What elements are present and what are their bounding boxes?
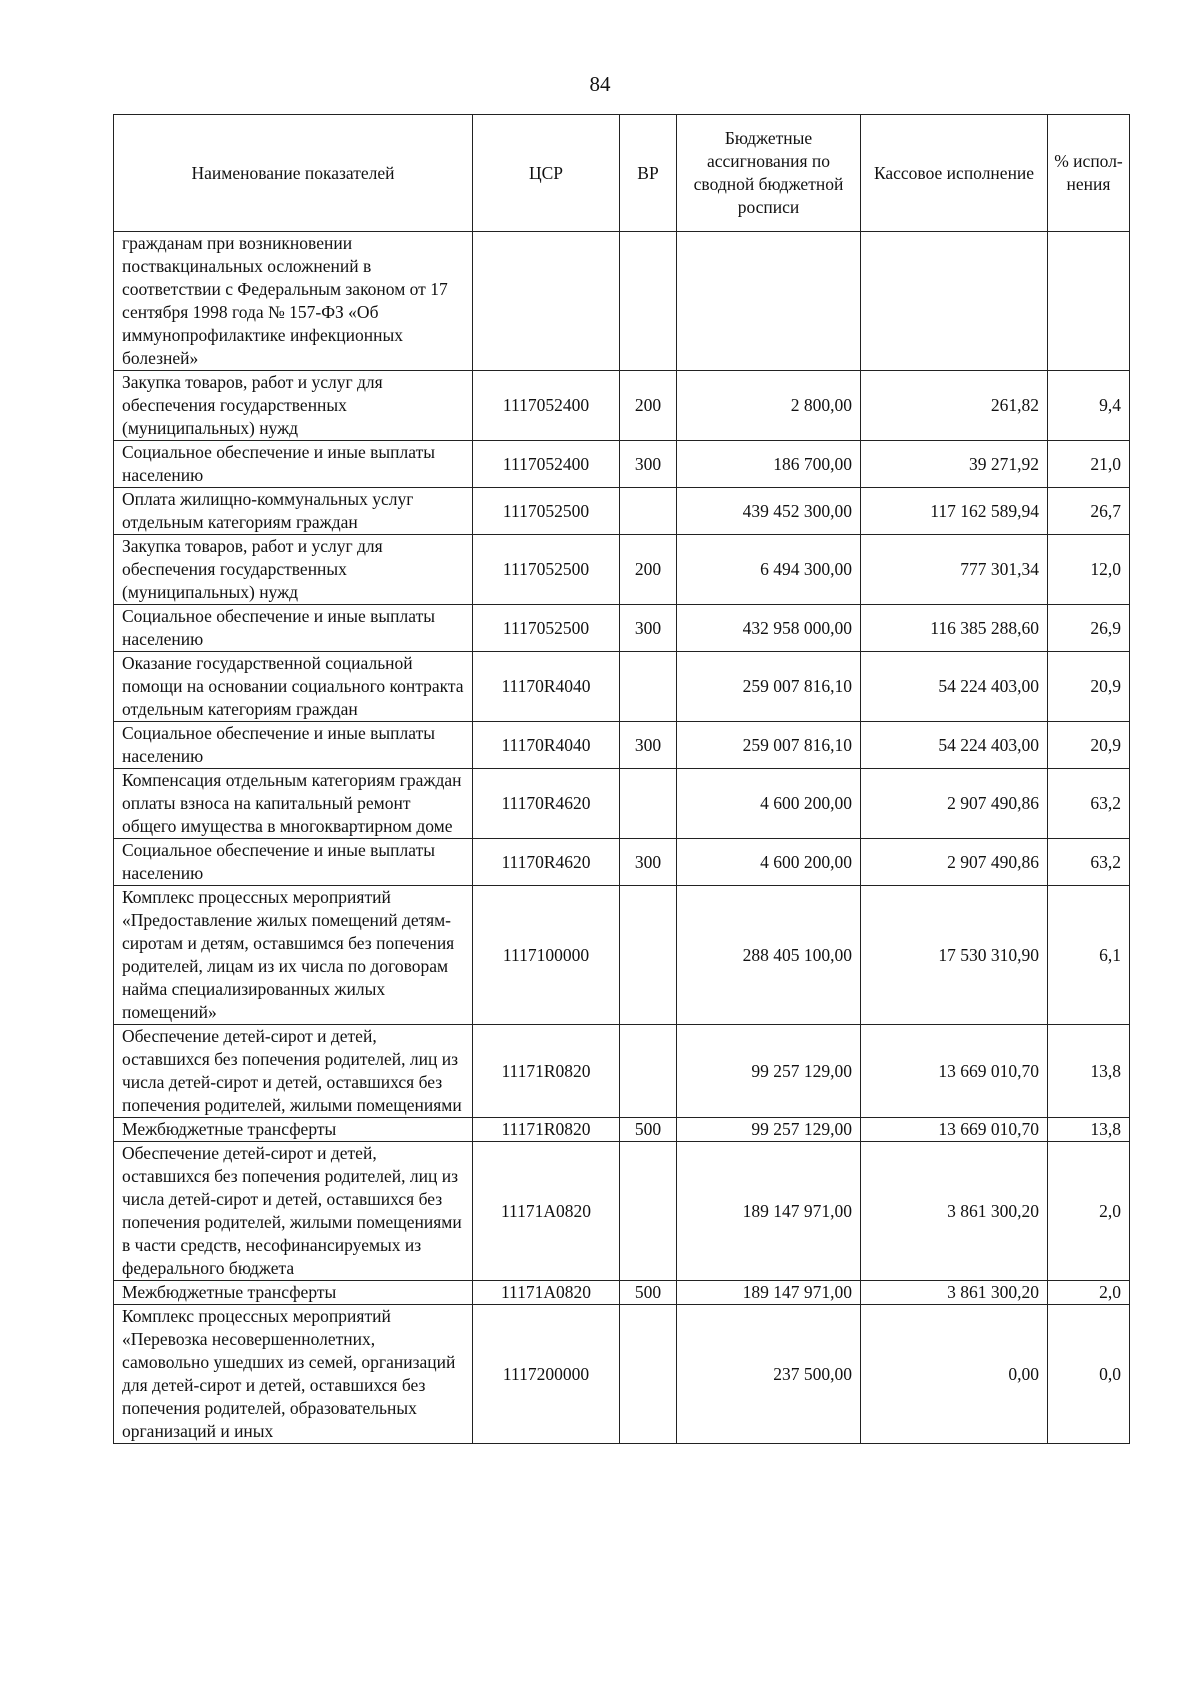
header-csr: ЦСР bbox=[473, 115, 620, 232]
row-execution: 54 224 403,00 bbox=[861, 652, 1048, 722]
row-name: Закупка товаров, работ и услуг для обеспечения государственных (муниципальных) нужд bbox=[114, 371, 473, 441]
row-csr: 1117052500 bbox=[473, 535, 620, 605]
row-appropriations: 237 500,00 bbox=[677, 1305, 861, 1444]
row-vr: 300 bbox=[620, 722, 677, 769]
row-execution: 3 861 300,20 bbox=[861, 1142, 1048, 1281]
table-row bbox=[114, 535, 1130, 605]
row-execution: 0,00 bbox=[861, 1305, 1048, 1444]
table-row bbox=[114, 371, 1130, 441]
row-name: Социальное обеспечение и иные выплаты населению bbox=[114, 605, 473, 652]
row-vr bbox=[620, 886, 677, 1025]
row-csr: 11171A0820 bbox=[473, 1281, 620, 1305]
row-csr bbox=[473, 232, 620, 371]
row-percent: 20,9 bbox=[1048, 722, 1130, 769]
row-percent: 13,8 bbox=[1048, 1025, 1130, 1118]
table-row bbox=[114, 232, 1130, 371]
row-name: Компенсация отдельным категориям граждан оплаты взноса на капитальный ремонт общего имущества в многоквартирном доме bbox=[114, 769, 473, 839]
row-execution: 13 669 010,70 bbox=[861, 1025, 1048, 1118]
row-csr: 11170R4040 bbox=[473, 652, 620, 722]
row-name: Закупка товаров, работ и услуг для обеспечения государственных (муниципальных) нужд bbox=[114, 535, 473, 605]
row-name: Комплекс процессных мероприятий «Предоставление жилых помещений детям-сиротам и детям, оставшимся без попечения родителей, лицам из их числа по договорам найма специализированных жилых помещений» bbox=[114, 886, 473, 1025]
table-row bbox=[114, 1142, 1130, 1281]
row-percent: 2,0 bbox=[1048, 1142, 1130, 1281]
row-csr: 11170R4620 bbox=[473, 769, 620, 839]
row-csr: 11170R4620 bbox=[473, 839, 620, 886]
table-row bbox=[114, 1118, 1130, 1142]
table-row bbox=[114, 488, 1130, 535]
row-execution bbox=[861, 232, 1048, 371]
row-execution: 39 271,92 bbox=[861, 441, 1048, 488]
row-name: Социальное обеспечение и иные выплаты населению bbox=[114, 722, 473, 769]
row-appropriations: 189 147 971,00 bbox=[677, 1281, 861, 1305]
table-row bbox=[114, 441, 1130, 488]
table-row bbox=[114, 652, 1130, 722]
row-vr: 200 bbox=[620, 535, 677, 605]
row-name: Оказание государственной социальной помощи на основании социального контракта отдельным категориям граждан bbox=[114, 652, 473, 722]
row-csr: 11171R0820 bbox=[473, 1118, 620, 1142]
row-appropriations: 259 007 816,10 bbox=[677, 722, 861, 769]
row-vr bbox=[620, 652, 677, 722]
budget-execution-table bbox=[113, 114, 1130, 1444]
row-execution: 116 385 288,60 bbox=[861, 605, 1048, 652]
table-row bbox=[114, 1281, 1130, 1305]
row-vr: 300 bbox=[620, 441, 677, 488]
row-execution: 3 861 300,20 bbox=[861, 1281, 1048, 1305]
row-execution: 261,82 bbox=[861, 371, 1048, 441]
table-row bbox=[114, 839, 1130, 886]
row-appropriations: 439 452 300,00 bbox=[677, 488, 861, 535]
row-percent: 13,8 bbox=[1048, 1118, 1130, 1142]
row-appropriations: 4 600 200,00 bbox=[677, 769, 861, 839]
row-percent: 20,9 bbox=[1048, 652, 1130, 722]
header-percent: % испол-нения bbox=[1048, 115, 1130, 232]
row-appropriations: 99 257 129,00 bbox=[677, 1025, 861, 1118]
row-name: Обеспечение детей-сирот и детей, оставшихся без попечения родителей, лиц из числа детей-сирот и детей, оставшихся без попечения родителей, жилыми помещениями bbox=[114, 1025, 473, 1118]
table-row bbox=[114, 605, 1130, 652]
table-row bbox=[114, 1305, 1130, 1444]
row-percent: 26,9 bbox=[1048, 605, 1130, 652]
row-csr: 1117052500 bbox=[473, 488, 620, 535]
row-vr bbox=[620, 1305, 677, 1444]
row-name: гражданам при возникновении поствакцинальных осложнений в соответствии с Федеральным законом от 17 сентября 1998 года № 157-ФЗ «Об иммунопрофилактике инфекционных болезней» bbox=[114, 232, 473, 371]
row-csr: 11171R0820 bbox=[473, 1025, 620, 1118]
page-number: 84 bbox=[589, 72, 611, 96]
row-csr: 1117052500 bbox=[473, 605, 620, 652]
row-execution: 54 224 403,00 bbox=[861, 722, 1048, 769]
row-name: Межбюджетные трансферты bbox=[114, 1281, 473, 1305]
row-execution: 2 907 490,86 bbox=[861, 769, 1048, 839]
row-csr: 11171A0820 bbox=[473, 1142, 620, 1281]
table-header-row bbox=[114, 115, 1130, 232]
row-appropriations: 189 147 971,00 bbox=[677, 1142, 861, 1281]
row-percent: 6,1 bbox=[1048, 886, 1130, 1025]
row-csr: 11170R4040 bbox=[473, 722, 620, 769]
row-appropriations: 2 800,00 bbox=[677, 371, 861, 441]
row-appropriations: 6 494 300,00 bbox=[677, 535, 861, 605]
row-percent: 21,0 bbox=[1048, 441, 1130, 488]
row-execution: 777 301,34 bbox=[861, 535, 1048, 605]
row-appropriations: 4 600 200,00 bbox=[677, 839, 861, 886]
row-vr: 500 bbox=[620, 1281, 677, 1305]
row-percent: 12,0 bbox=[1048, 535, 1130, 605]
row-csr: 1117200000 bbox=[473, 1305, 620, 1444]
row-vr: 500 bbox=[620, 1118, 677, 1142]
row-vr: 200 bbox=[620, 371, 677, 441]
row-percent: 9,4 bbox=[1048, 371, 1130, 441]
row-vr: 300 bbox=[620, 839, 677, 886]
row-vr: 300 bbox=[620, 605, 677, 652]
row-appropriations: 186 700,00 bbox=[677, 441, 861, 488]
row-execution: 17 530 310,90 bbox=[861, 886, 1048, 1025]
row-execution: 2 907 490,86 bbox=[861, 839, 1048, 886]
row-name: Обеспечение детей-сирот и детей, оставшихся без попечения родителей, лиц из числа детей-сирот и детей, оставшихся без попечения родителей, жилыми помещениями в части средств, несофинансируемых из федерального бюджета bbox=[114, 1142, 473, 1281]
row-vr bbox=[620, 1025, 677, 1118]
row-execution: 13 669 010,70 bbox=[861, 1118, 1048, 1142]
row-vr bbox=[620, 1142, 677, 1281]
row-percent: 26,7 bbox=[1048, 488, 1130, 535]
row-name: Межбюджетные трансферты bbox=[114, 1118, 473, 1142]
row-percent: 0,0 bbox=[1048, 1305, 1130, 1444]
row-csr: 1117100000 bbox=[473, 886, 620, 1025]
header-vr: ВР bbox=[620, 115, 677, 232]
table-row bbox=[114, 769, 1130, 839]
row-appropriations: 432 958 000,00 bbox=[677, 605, 861, 652]
row-percent bbox=[1048, 232, 1130, 371]
row-appropriations bbox=[677, 232, 861, 371]
row-execution: 117 162 589,94 bbox=[861, 488, 1048, 535]
row-vr bbox=[620, 488, 677, 535]
header-execution: Кассовое исполнение bbox=[861, 115, 1048, 232]
row-appropriations: 288 405 100,00 bbox=[677, 886, 861, 1025]
row-name: Социальное обеспечение и иные выплаты населению bbox=[114, 839, 473, 886]
row-percent: 63,2 bbox=[1048, 769, 1130, 839]
table-row bbox=[114, 886, 1130, 1025]
row-appropriations: 259 007 816,10 bbox=[677, 652, 861, 722]
row-name: Оплата жилищно-коммунальных услуг отдельным категориям граждан bbox=[114, 488, 473, 535]
header-name: Наименование показателей bbox=[114, 115, 473, 232]
table-row bbox=[114, 1025, 1130, 1118]
row-name: Комплекс процессных мероприятий «Перевозка несовершеннолетних, самовольно ушедших из семей, организаций для детей-сирот и детей, оставшихся без попечения родителей, образовательных организаций и иных bbox=[114, 1305, 473, 1444]
row-name: Социальное обеспечение и иные выплаты населению bbox=[114, 441, 473, 488]
row-percent: 63,2 bbox=[1048, 839, 1130, 886]
row-csr: 1117052400 bbox=[473, 441, 620, 488]
row-percent: 2,0 bbox=[1048, 1281, 1130, 1305]
row-vr bbox=[620, 232, 677, 371]
table-row bbox=[114, 722, 1130, 769]
header-appropriations: Бюджетные ассигнования по сводной бюджетной росписи bbox=[677, 115, 861, 232]
row-vr bbox=[620, 769, 677, 839]
row-csr: 1117052400 bbox=[473, 371, 620, 441]
row-appropriations: 99 257 129,00 bbox=[677, 1118, 861, 1142]
